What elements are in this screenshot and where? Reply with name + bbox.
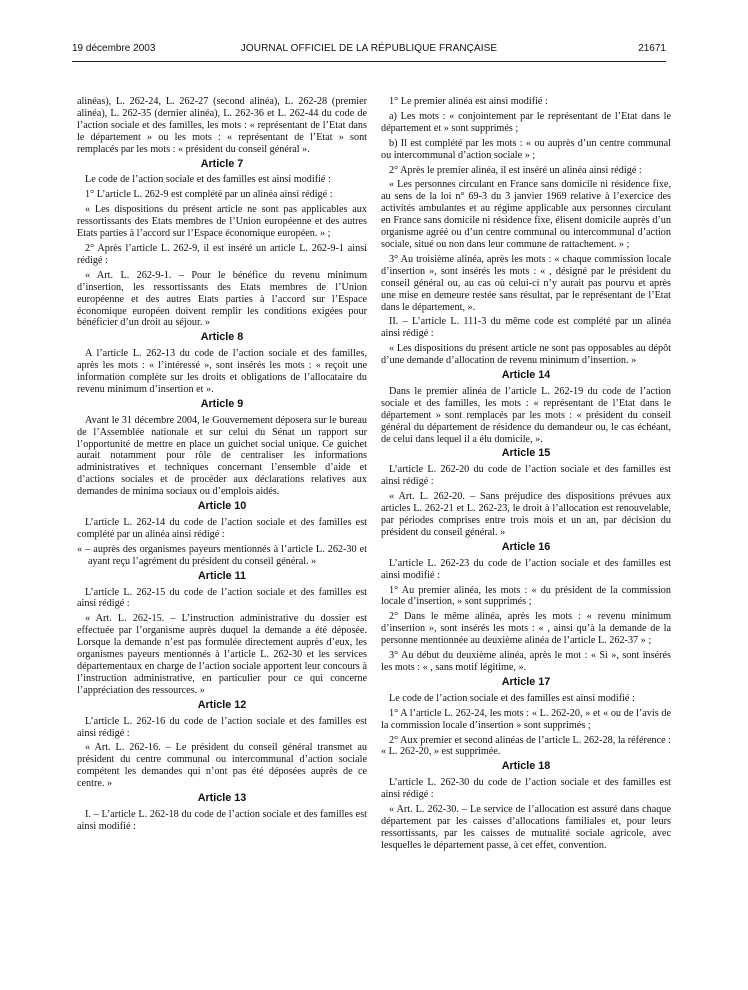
paragraph: I. – L’article L. 262-18 du code de l’action sociale et des familles est ainsi modifié :	[77, 808, 367, 832]
paragraph: 2° Dans le même alinéa, après les mots : « revenu minimum d’insertion », sont insérés les mots : « , ainsi qu’à la demande de la personne mentionnée au deuxième alinéa de l’article L. 262-37 » ;	[381, 611, 671, 647]
paragraph: 1° Au premier alinéa, les mots : « du président de la commission locale d’insertion, » sont supprimés ;	[381, 584, 671, 608]
article-heading: Article 18	[501, 760, 551, 773]
article-heading: Article 8	[200, 331, 244, 344]
paragraph: Le code de l’action sociale et des familles est ainsi modifié :	[85, 174, 331, 186]
paragraph: alinéas), L. 262-24, L. 262-27 (second alinéa), L. 262-28 (premier alinéa), L. 262-35 (dernier alinéa), L. 262-36 et L. 262-44 du code de l’action sociale et des familles, les mots : « représentant de l’Etat dans le département » ou les mots : « représentant de l’Etat » sont remplacés par les mots : « président du conseil général ».	[77, 96, 367, 155]
article-heading: Article 9	[200, 397, 244, 410]
paragraph: Dans le premier alinéa de l’article L. 262-19 du code de l’action sociale et des familles, les mots : « représentant de l’Etat dans le département » sont remplacés par les mots : « président du conseil général du département de résidence du demandeur ou, le cas échéant, de celui dans lequel il a élu domicile, ».	[381, 385, 671, 445]
article-heading: Article 7	[200, 157, 244, 170]
paragraph: a) Les mots : « conjointement par le représentant de l’Etat dans le département et » sont supprimés ;	[381, 110, 671, 134]
paragraph: 1° A l’article L. 262-24, les mots : « L. 262-20, » et « ou de l’avis de la commission locale d’insertion » sont supprimés ;	[381, 707, 671, 731]
paragraph: 2° Après l’article L. 262-9, il est inséré un article L. 262-9-1 ainsi rédigé :	[77, 242, 367, 266]
paragraph: « Art. L. 262-20. – Sans préjudice des dispositions prévues aux articles L. 262-21 et L. 262-23, le droit à l’allocation est renouvelable, par périodes comprises entre trois mois et un an, par décision du président du conseil général. »	[381, 491, 671, 538]
paragraph: « Art. L. 262-30. – Le service de l’allocation est assuré dans chaque département par les caisses d’allocations familiales et, pour leurs ressortissants, par les caisses de mutualité sociale agricole, avec lesquelles le département passe, à cet effet, convention.	[381, 804, 671, 851]
left-column	[77, 96, 367, 836]
article-heading: Article 14	[501, 369, 551, 382]
header-date: 19 décembre 2003	[72, 43, 156, 54]
paragraph: « – auprès des organismes payeurs mentionnés à l’article L. 262-30 et ayant reçu l’agrément du président du conseil général. »	[77, 543, 367, 567]
page-header	[72, 43, 666, 57]
page-number: 21671	[638, 43, 666, 54]
paragraph: L’article L. 262-30 du code de l’action sociale et des familles est ainsi rédigé :	[381, 777, 671, 801]
paragraph: « Les dispositions du présent article ne sont pas applicables aux ressortissants des Etats membres de l’Union européenne et des autres Etats parties à l’accord sur l’Espace économique européen. » ;	[77, 204, 367, 240]
paragraph: L’article L. 262-16 du code de l’action sociale et des familles est ainsi rédigé :	[77, 715, 367, 739]
header-rule	[72, 61, 666, 62]
paragraph: « Art. L. 262-15. – L’instruction administrative du dossier est effectuée par l’organisme auprès duquel la demande a été déposée. Lorsque la demande n’est pas formulée directement auprès d’eux, les organismes payeurs mentionnés à l’article L. 262-30 et les services départementaux en charge de l’action sociale apportent leur concours à l’instruction administrative, en particulier pour ce qui concerne l’appréciation des ressources. »	[77, 613, 367, 696]
article-heading: Article 17	[501, 675, 551, 688]
paragraph: L’article L. 262-23 du code de l’action sociale et des familles est ainsi modifié :	[381, 557, 671, 581]
article-heading: Article 12	[197, 698, 247, 711]
paragraph: Le code de l’action sociale et des familles est ainsi modifié :	[389, 692, 635, 704]
paragraph: « Art. L. 262-9-1. – Pour le bénéfice du revenu minimum d’insertion, les ressortissants des Etats membres de l’Union européenne et des autres Etats parties à l’accord sur l’Espace économique européen doivent remplir les conditions exigées pour bénéficier d’un droit au séjour. »	[77, 269, 367, 329]
paragraph: A l’article L. 262-13 du code de l’action sociale et des familles, après les mots : « l’intéressé », sont insérés les mots : « reçoit une information complète sur les droits et obligations de l’allocataire du revenu minimum d’insertion et ».	[77, 348, 367, 395]
paragraph: 1° L’article L. 262-9 est complété par un alinéa ainsi rédigé :	[85, 189, 333, 201]
article-heading: Article 15	[501, 447, 551, 460]
right-column	[381, 96, 671, 855]
paragraph: b) Il est complété par les mots : « ou auprès d’un centre communal ou intercommunal d’action sociale » ;	[381, 137, 671, 161]
paragraph: L’article L. 262-20 du code de l’action sociale et des familles est ainsi rédigé :	[381, 464, 671, 488]
article-heading: Article 16	[501, 540, 551, 553]
paragraph: « Les dispositions du présent article ne sont pas opposables au dépôt d’une demande d’allocation de revenu minimum d’insertion. »	[381, 343, 671, 367]
paragraph: L’article L. 262-14 du code de l’action sociale et des familles est complété par un alinéa ainsi rédigé :	[77, 517, 367, 540]
paragraph: 1° Le premier alinéa est ainsi modifié :	[389, 96, 548, 107]
paragraph: 2° Après le premier alinéa, il est inséré un alinéa ainsi rédigé :	[389, 164, 642, 176]
article-heading: Article 11	[197, 569, 247, 582]
article-heading: Article 13	[197, 792, 247, 805]
paragraph: 3° Au troisième alinéa, après les mots : « chaque commission locale d’insertion », sont insérés les mots : « , désigné par le président du conseil général ou, au cas où celui-ci n’y aurait pas pourvu et après une mise en demeure restée sans résultat, par le représentant de l’Etat dans le département, ».	[381, 253, 671, 313]
paragraph: 3° Au début du deuxième alinéa, après le mot : « Si », sont insérés les mots : « , sans motif légitime, ».	[381, 650, 671, 673]
paragraph: 2° Aux premier et second alinéas de l’article L. 262-28, la référence : « L. 262-20, » est supprimée.	[381, 734, 671, 758]
paragraph: « Les personnes circulant en France sans domicile ni résidence fixe, au sens de la loi n° 69-3 du 3 janvier 1969 relative à l’exercice des activités ambulantes et au régime applicable aux personnes circulant en France sans domicile ni résidence fixe, élisent domicile auprès d’un organisme agréé ou d’un centre communal ou intercommunal d’action sociale, situé ou non dans leur commune de rattachement. » ;	[381, 179, 671, 250]
paragraph: Avant le 31 décembre 2004, le Gouvernement déposera sur le bureau de l’Assemblée nationale et sur celui du Sénat un rapport sur l’opportunité de mettre en place un guichet social unique. Ce guichet aurait notamment pour rôle de centraliser les informations administratives et techniques concernant l’ensemble d’aide et d’actions sociales et de procéder aux déclarations relatives aux demandes de minima sociaux ou d’emplois aidés.	[77, 414, 367, 498]
journal-title: JOURNAL OFFICIEL DE LA RÉPUBLIQUE FRANÇAISE	[240, 43, 498, 54]
article-heading: Article 10	[197, 500, 247, 513]
paragraph: L’article L. 262-15 du code de l’action sociale et des familles est ainsi rédigé :	[77, 586, 367, 610]
paragraph: II. – L’article L. 111-3 du même code est complété par un alinéa ainsi rédigé :	[381, 316, 671, 340]
paragraph: « Art. L. 262-16. – Le président du conseil général transmet au président du centre communal ou intercommunal d’action sociale compétent les demandes qui n’ont pas été déposées auprès de ce centre. »	[77, 742, 367, 790]
